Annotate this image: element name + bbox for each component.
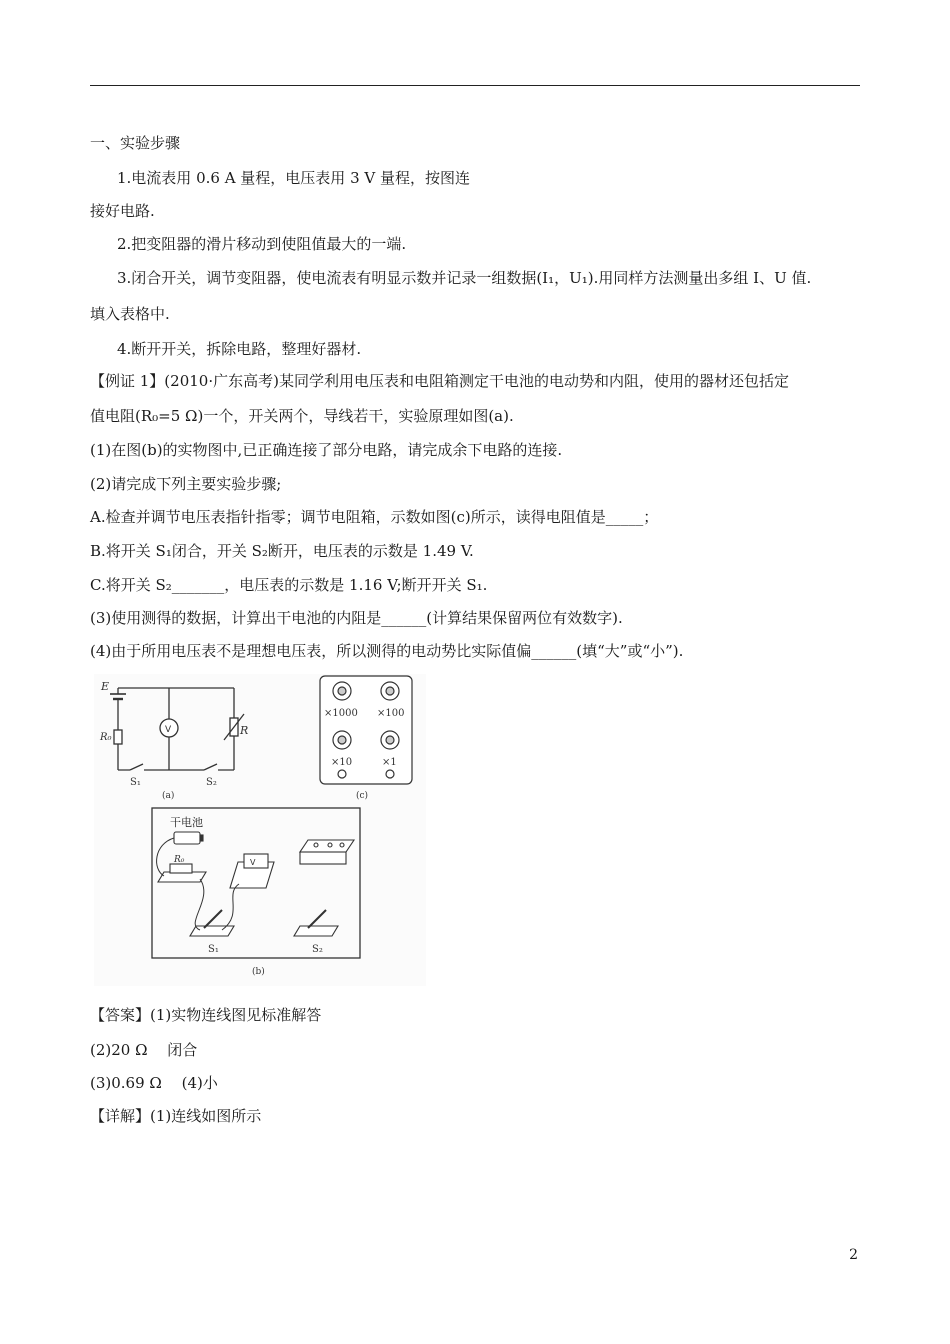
step-3: 3.闭合开关，调节变阻器，使电流表有明显示数并记录一组数据(I₁，U₁).用同样方法测量出多组 I、U 值. <box>117 269 812 287</box>
label-battery: 干电池 <box>170 816 203 829</box>
question-1: (1)在图(b)的实物图中,已正确连接了部分电路，请完成余下电路的连接. <box>90 441 563 459</box>
label-r: R <box>240 724 249 737</box>
dial-x100: ×100 <box>377 708 405 719</box>
label-b-s1: S₁ <box>208 944 219 955</box>
question-2: (2)请完成下列主要实验步骤; <box>90 475 282 493</box>
label-b-s2: S₂ <box>312 944 323 955</box>
dial-x10: ×10 <box>331 757 353 768</box>
label-r0: R₀ <box>100 732 112 743</box>
step-c: C.将开关 S₂_______，电压表的示数是 1.16 V;断开开关 S₁. <box>90 576 488 594</box>
label-e: E <box>101 680 110 693</box>
dial-x1000: ×1000 <box>324 708 358 719</box>
label-s2: S₂ <box>206 777 217 788</box>
dial-x1: ×1 <box>382 757 397 768</box>
resistance-box-icon <box>300 840 354 864</box>
label-b-v: V <box>250 858 256 867</box>
caption-a: (a) <box>162 791 175 801</box>
step-1-cont: 接好电路. <box>90 202 155 220</box>
experiment-figure <box>94 674 426 986</box>
page-number: 2 <box>849 1247 858 1263</box>
explanation-line: 【详解】(1)连线如图所示 <box>90 1107 262 1125</box>
caption-c: (c) <box>356 791 369 801</box>
step-1: 1.电流表用 0.6 A 量程，电压表用 3 V 量程，按图连 <box>117 169 470 187</box>
question-3: (3)使用测得的数据，计算出干电池的内阻是______(计算结果保留两位有效数字). <box>90 609 623 627</box>
step-a: A.检查并调节电压表指针指零；调节电阻箱，示数如图(c)所示，读得电阻值是_____； <box>90 508 659 526</box>
section-title: 一、实验步骤 <box>90 134 181 152</box>
label-b-r0: R₀ <box>174 855 185 865</box>
label-v: V <box>165 725 172 735</box>
header-rule <box>90 85 860 86</box>
battery-icon <box>174 832 203 844</box>
example-line-2: 值电阻(R₀=5 Ω)一个，开关两个，导线若干，实验原理如图(a). <box>90 407 514 425</box>
question-4: (4)由于所用电压表不是理想电压表，所以测得的电动势比实际值偏______(填“大”或“小”). <box>90 642 684 660</box>
label-s1: S₁ <box>130 777 141 788</box>
example-title: 【例证 1】(2010·广东高考)某同学利用电压表和电阻箱测定干电池的电动势和内阻，使用的器材还包括定 <box>90 372 789 390</box>
answer-line-1: 【答案】(1)实物连线图见标准解答 <box>90 1006 322 1024</box>
answer-line-3: (3)0.69 Ω (4)小 <box>90 1074 218 1092</box>
step-2: 2.把变阻器的滑片移动到使阻值最大的一端. <box>117 235 407 253</box>
step-4: 4.断开开关，拆除电路，整理好器材. <box>117 340 362 358</box>
caption-b: (b) <box>252 967 265 977</box>
answer-line-2: (2)20 Ω 闭合 <box>90 1041 198 1059</box>
step-b: B.将开关 S₁闭合，开关 S₂断开，电压表的示数是 1.49 V. <box>90 542 474 560</box>
step-3-cont: 填入表格中. <box>90 305 170 323</box>
